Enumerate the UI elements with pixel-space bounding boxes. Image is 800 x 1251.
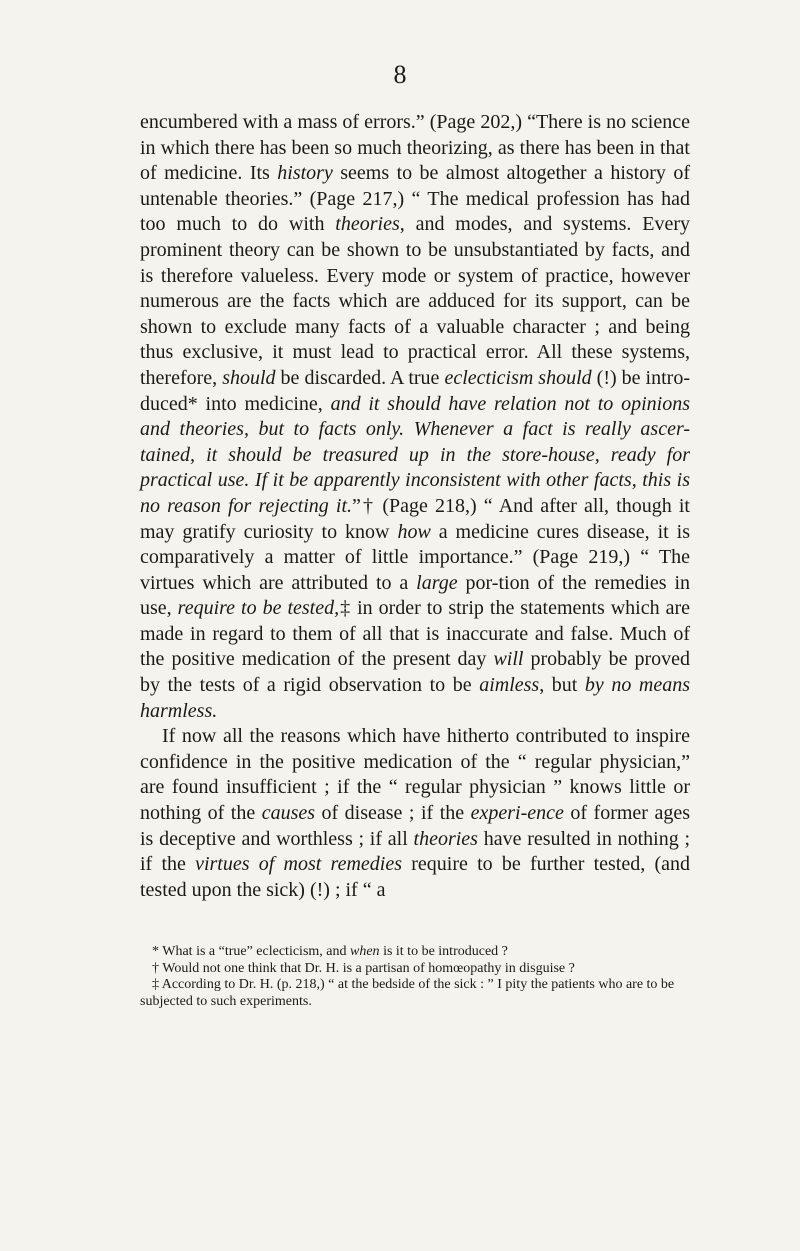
footnote-dagger	[140, 961, 700, 978]
text-run: have resulted in nothing ; if the	[140, 827, 690, 876]
italic-run: and it should have relation not to opinions and theories, but to facts only. Whenever a fact is really ascer-tained, it should be treasured up in the store-house, ready for practical use. If it be apparently inconsistent with other facts, this is no reason for rejecting it.	[140, 392, 690, 517]
footnotes	[140, 944, 700, 1010]
italic-run: how	[397, 520, 431, 543]
italic-run: aimless	[479, 674, 540, 697]
italic-run: theories	[413, 827, 478, 850]
italic-run: history	[277, 162, 333, 185]
italic-run: theories	[335, 213, 400, 236]
italic-run: experi-ence	[470, 802, 564, 825]
page-number: 8	[393, 60, 407, 89]
text-run: If now all the reasons which have hitherto contributed to inspire confidence in the positive medication of the “ regular physician,” are found insufficient ; if the “ regular physician ” knows little or nothing of the	[140, 725, 690, 825]
italic-run: should	[222, 366, 276, 389]
body-text	[140, 110, 690, 903]
text-run: be discarded. A true	[275, 366, 445, 389]
italic-run: large	[416, 571, 458, 594]
text-run: of former ages is deceptive and worthless ; if all	[140, 802, 690, 850]
text-run: (!) be intro-duced* into medicine,	[140, 366, 690, 415]
text-run: por-tion of the remedies in use,	[140, 571, 690, 620]
text-run: of disease ; if the	[315, 802, 471, 825]
text-run: * What is a “true” eclecticism, and	[152, 944, 350, 959]
text-run: seems to be almost altogether a history of untenable theories.” (Page 217,) “ The medical profession has had too much to do with	[140, 162, 690, 236]
text-run: a medicine cures disease, it is comparatively a matter of little importance.” (Page 219,) “ The virtues which are attributed to a	[140, 520, 690, 594]
paragraph-1	[140, 110, 690, 724]
text-run: ‡ in order to strip the statements which are made in regard to them of all that is inaccurate and false. Much of the positive medication of the present day	[140, 597, 691, 671]
italic-run: will	[493, 648, 524, 671]
text-run: is it to be introduced ?	[379, 944, 508, 959]
italic-run: require to be tested,	[177, 597, 340, 620]
italic-run: causes	[261, 802, 316, 825]
text-run: ‡ According to Dr. H. (p. 218,) “ at the bedside of the sick : ” I pity the patients who are to be subjected to such experiments.	[140, 977, 675, 1009]
text-run: require to be further tested, (and tested upon the sick) (!) ; if “ a	[140, 853, 690, 901]
text-run: encumbered with a mass of errors.” (Page 202,) “There is no science in which there has been so much theorizing, as there has been in that of medicine. Its	[140, 111, 690, 185]
text-run: , and modes, and systems. Every prominent theory can be shown to be unsubstantiated by facts, and is therefore valueless. Every mode or system of practice, however numerous are the facts which are adduced for its support, can be shown to exclude many facts of a valuable character ; and being thus exclusive, it must lead to practical error. All these systems, therefore,	[140, 213, 690, 389]
italic-run: eclecticism should	[444, 366, 592, 389]
text-run: † Would not one think that Dr. H. is a partisan of homœopathy in disguise ?	[152, 960, 575, 976]
text-run: ”† (Page 218,) “ And after all, though it may gratify curiosity to know	[140, 494, 690, 543]
paragraph-2	[140, 724, 690, 903]
text-run: probably be proved by the tests of a rigid observation to be	[140, 648, 690, 697]
footnote-asterisk	[140, 944, 700, 961]
footnote-double-dagger	[140, 977, 700, 1010]
italic-run: by no means harmless.	[140, 674, 691, 722]
italic-run: virtues of most remedies	[195, 853, 402, 876]
italic-run: when	[350, 944, 380, 959]
text-run: , but	[539, 674, 585, 697]
